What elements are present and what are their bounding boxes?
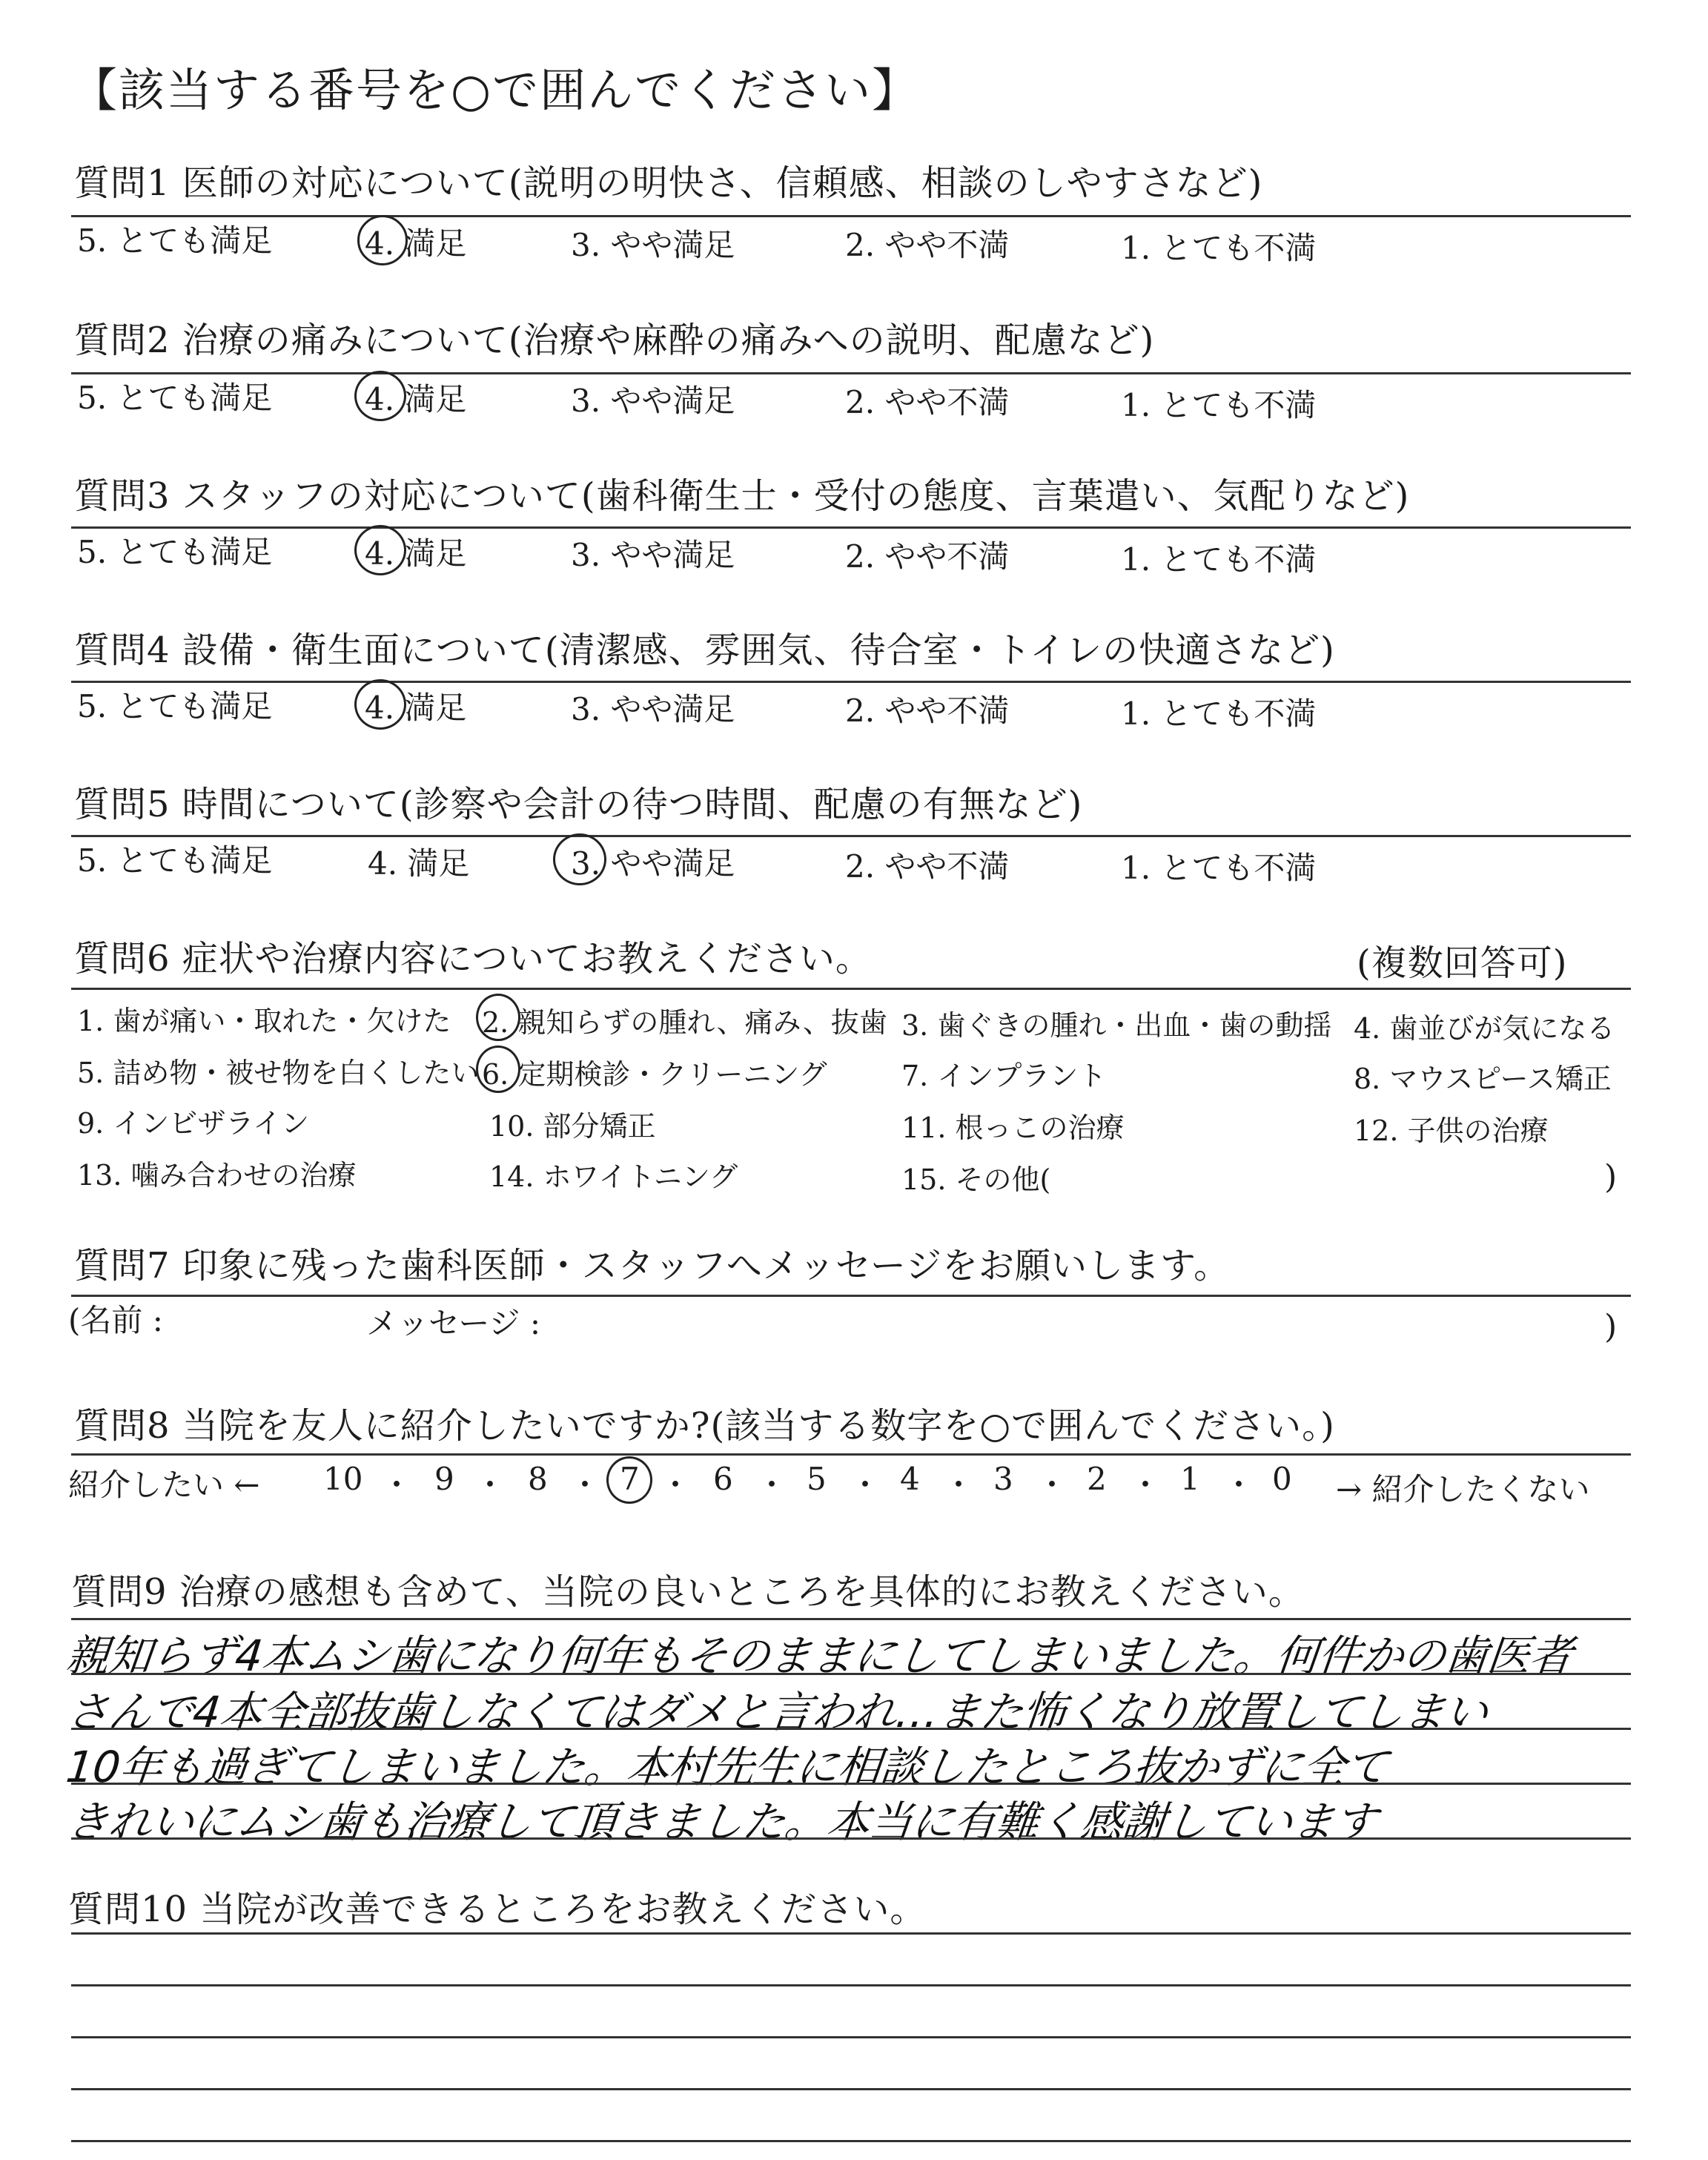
divider [71,372,1631,374]
answer-line[interactable] [71,2036,1631,2038]
question-8-title: 質問8 当院を友人に紹介したいですか?(該当する数字を○で囲んでください。) [74,1405,1335,1447]
option-5[interactable]: 5. とても満足 [77,688,273,724]
answer-line[interactable] [71,2140,1631,2142]
symptom-option-8[interactable]: 8. マウスピース矯正 [1354,1063,1612,1095]
scale-separator: ・ [1130,1467,1162,1503]
divider [71,1618,1631,1620]
question-1-title: 質問1 医師の対応について(説明の明快さ、信頼感、相談のしやすさなど) [74,162,1263,204]
symptom-option-3[interactable]: 3. 歯ぐきの腫れ・出血・歯の動揺 [901,1009,1332,1042]
divider [71,1673,1631,1675]
option-1[interactable]: 1. とても不満 [1121,850,1317,886]
symptom-option-1[interactable]: 1. 歯が痛い・取れた・欠けた [77,1005,451,1037]
question-10-title: 質問10 当院が改善できるところをお教えください。 [68,1889,927,1930]
question-2-title: 質問2 治療の痛みについて(治療や麻酔の痛みへの説明、配慮など) [74,320,1155,361]
option-2[interactable]: 2. やや不満 [845,384,1010,420]
handwritten-line-2: さんで4本全部抜歯しなくてはダメと言われ…また怖くなり放置してしまい [63,1687,1490,1737]
option-5[interactable]: 5. とても満足 [77,534,273,570]
scale-6[interactable]: 6 [713,1461,733,1497]
message-label: メッセージ : [366,1305,540,1341]
option-4[interactable]: 4. 満足 [365,225,467,262]
option-1[interactable]: 1. とても不満 [1121,387,1317,423]
answer-line[interactable] [71,1932,1631,1935]
question-3-title: 質問3 スタッフの対応について(歯科衛生士・受付の態度、言葉遣い、気配りなど) [74,475,1410,517]
multi-answer-note: (複数回答可) [1357,942,1568,984]
divider [71,835,1631,837]
recommend-left-label: 紹介したい ← [68,1467,260,1503]
scale-2[interactable]: 2 [1087,1461,1107,1497]
option-1[interactable]: 1. とても不満 [1121,230,1317,266]
symptom-option-10[interactable]: 10. 部分矯正 [489,1110,656,1143]
scale-separator: ・ [756,1467,788,1503]
option-2[interactable]: 2. やや不満 [845,227,1010,263]
answer-line[interactable] [71,2088,1631,2090]
scale-10[interactable]: 10 [323,1461,363,1497]
scale-separator: ・ [569,1467,601,1503]
option-1[interactable]: 1. とても不満 [1121,541,1317,578]
question-9-title: 質問9 治療の感想も含めて、当院の良いところを具体的にお教えください。 [71,1571,1305,1613]
scale-9[interactable]: 9 [434,1461,454,1497]
divider [71,215,1631,217]
scale-3[interactable]: 3 [993,1461,1013,1497]
scale-separator: ・ [850,1467,881,1503]
option-4[interactable]: 4. 満足 [365,535,467,572]
question-4-title: 質問4 設備・衛生面について(清潔感、雰囲気、待合室・トイレの快適さなど) [74,630,1335,671]
question-5-title: 質問5 時間について(診察や会計の待つ時間、配慮の有無など) [74,784,1083,825]
option-4[interactable]: 4. 満足 [365,690,467,726]
option-5[interactable]: 5. とても満足 [77,222,273,259]
option-4[interactable]: 4. 満足 [365,381,467,417]
symptom-option-15[interactable]: 15. その他( [901,1163,1051,1196]
symptom-option-9[interactable]: 9. インビザライン [77,1107,310,1140]
scale-8[interactable]: 8 [528,1461,548,1497]
option-5[interactable]: 5. とても満足 [77,842,273,879]
option-2[interactable]: 2. やや不満 [845,848,1010,885]
scale-4[interactable]: 4 [900,1461,920,1497]
divider [71,1453,1631,1456]
scale-separator: ・ [660,1467,692,1503]
scale-separator: ・ [381,1467,413,1503]
symptom-option-4[interactable]: 4. 歯並びが気になる [1354,1012,1615,1045]
handwritten-line-4: きれいにムシ歯も治療して頂きました。本当に有難く感謝しています [63,1797,1380,1847]
answer-line[interactable] [71,1984,1631,1986]
question-7-title: 質問7 印象に残った歯科医師・スタッフへメッセージをお願いします。 [74,1245,1231,1287]
divider [71,526,1631,529]
option-3[interactable]: 3. やや満足 [571,537,735,573]
handwritten-line-1: 親知らず4本ムシ歯になり何年もそのままにしてしまいました。何件かの歯医者 [63,1631,1575,1681]
other-close-paren: ) [1604,1158,1618,1196]
symptom-option-5[interactable]: 5. 詰め物・被せ物を白くしたい [77,1057,480,1089]
option-3[interactable]: 3. やや満足 [571,845,735,882]
divider [71,1783,1631,1785]
divider [71,1728,1631,1730]
divider [71,681,1631,683]
option-4[interactable]: 4. 満足 [368,845,470,882]
divider [71,1295,1631,1297]
divider [71,1837,1631,1840]
scale-0[interactable]: 0 [1272,1461,1292,1497]
symptom-option-2[interactable]: 2. 親知らずの腫れ、痛み、抜歯 [482,1006,887,1039]
option-2[interactable]: 2. やや不満 [845,538,1010,575]
scale-separator: ・ [474,1467,506,1503]
scale-1[interactable]: 1 [1180,1461,1200,1497]
scale-separator: ・ [1223,1467,1255,1503]
symptom-option-7[interactable]: 7. インプラント [901,1060,1107,1092]
scale-separator: ・ [943,1467,975,1503]
symptom-option-13[interactable]: 13. 噛み合わせの治療 [77,1159,357,1192]
divider [71,988,1631,990]
option-3[interactable]: 3. やや満足 [571,383,735,419]
scale-separator: ・ [1036,1467,1068,1503]
option-3[interactable]: 3. やや満足 [571,227,735,263]
message-close-paren: ) [1604,1308,1618,1346]
handwritten-line-3: 10年も過ぎてしまいました。本村先生に相談したところ抜かずに全て [63,1742,1390,1792]
symptom-option-11[interactable]: 11. 根っこの治療 [901,1112,1125,1144]
symptom-option-12[interactable]: 12. 子供の治療 [1354,1114,1549,1147]
symptom-option-6[interactable]: 6. 定期検診・クリーニング [482,1058,827,1091]
scale-7[interactable]: 7 [620,1461,640,1497]
option-1[interactable]: 1. とても不満 [1121,696,1317,732]
recommend-right-label: → 紹介したくない [1336,1471,1590,1507]
symptom-option-14[interactable]: 14. ホワイトニング [489,1160,738,1193]
form-header: 【該当する番号を○で囲んでください】 [71,63,920,117]
option-3[interactable]: 3. やや満足 [571,691,735,727]
option-2[interactable]: 2. やや不満 [845,693,1010,729]
option-5[interactable]: 5. とても満足 [77,380,273,416]
question-6-title: 質問6 症状や治療内容についてお教えください。 [74,938,872,980]
scale-5[interactable]: 5 [807,1461,827,1497]
name-label: (名前 : [68,1302,163,1338]
